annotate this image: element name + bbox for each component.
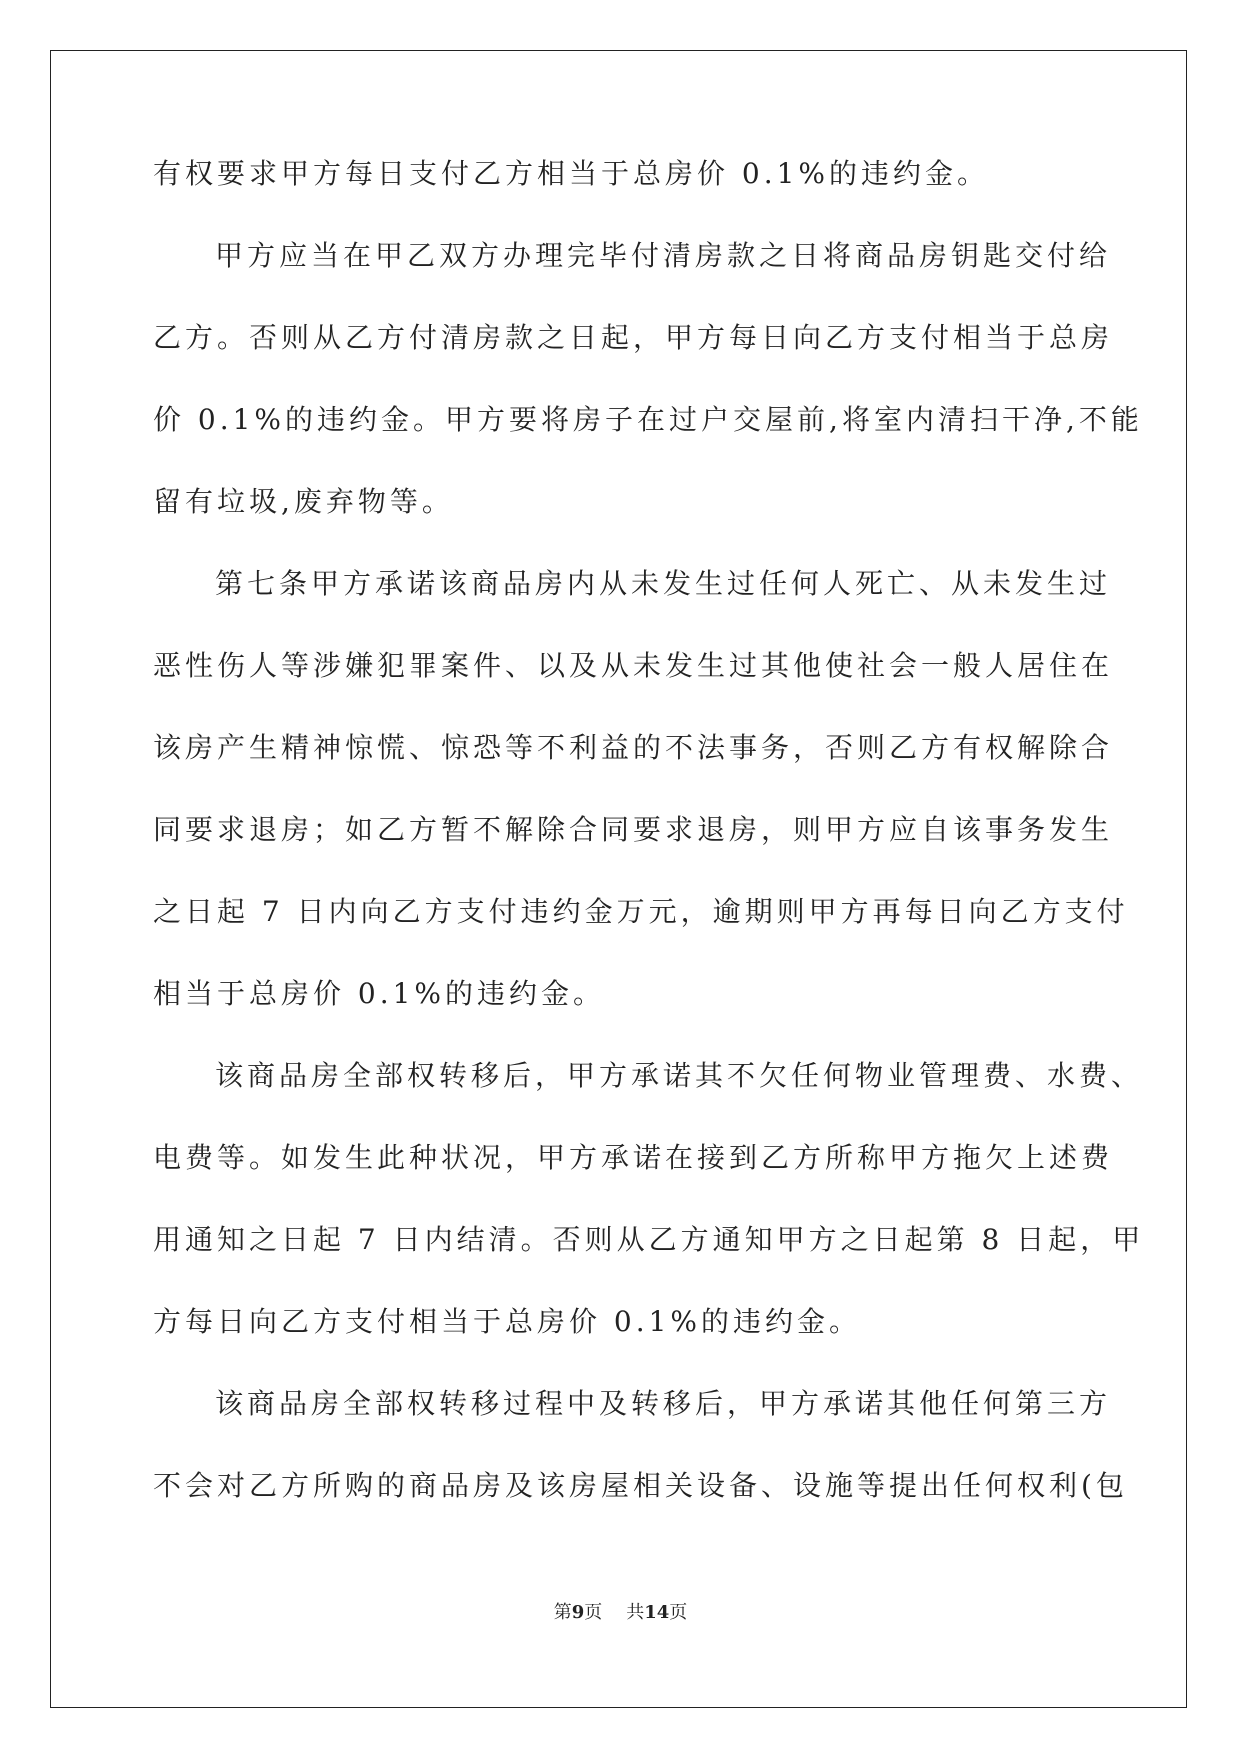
text-line: 价 0.1%的违约金。甲方要将房子在过户交屋前,将室内清扫干净,不能: [153, 403, 1143, 436]
text-line: 乙方。否则从乙方付清房款之日起，甲方每日向乙方支付相当于总房: [153, 321, 1114, 354]
text-line: 电费等。如发生此种状况，甲方承诺在接到乙方所称甲方拖欠上述费: [153, 1141, 1114, 1174]
text-line: 不会对乙方所购的商品房及该房屋相关设备、设施等提出任何权利(包: [153, 1469, 1128, 1502]
text-line: 相当于总房价 0.1%的违约金。: [153, 977, 606, 1010]
text-line: 同要求退房；如乙方暂不解除合同要求退房，则甲方应自该事务发生: [153, 813, 1114, 846]
text-line: 用通知之日起 7 日内结清。否则从乙方通知甲方之日起第 8 日起，甲: [153, 1223, 1145, 1256]
page-number: 9: [571, 1602, 585, 1623]
page-suffix: 页: [584, 1602, 603, 1623]
paragraph-start-line: 第七条甲方承诺该商品房内从未发生过任何人死亡、从未发生过: [215, 567, 1112, 600]
paragraph-start-line: 该商品房全部权转移过程中及转移后，甲方承诺其他任何第三方: [215, 1387, 1112, 1420]
text-line: 方每日向乙方支付相当于总房价 0.1%的违约金。: [153, 1305, 862, 1338]
total-pages: 14: [644, 1602, 670, 1623]
total-suffix: 页: [669, 1602, 688, 1623]
page-prefix: 第: [553, 1602, 572, 1623]
page-footer: [0, 1598, 1241, 1624]
text-line: 之日起 7 日内向乙方支付违约金万元，逾期则甲方再每日向乙方支付: [153, 895, 1129, 928]
text-line: 留有垃圾,废弃物等。: [153, 485, 454, 518]
total-prefix: 共: [626, 1602, 645, 1623]
paragraph-start-line: 甲方应当在甲乙双方办理完毕付清房款之日将商品房钥匙交付给: [215, 239, 1112, 272]
document-body: [153, 150, 1145, 1544]
text-line: 有权要求甲方每日支付乙方相当于总房价 0.1%的违约金。: [153, 157, 990, 190]
text-line: 恶性伤人等涉嫌犯罪案件、以及从未发生过其他使社会一般人居住在: [153, 649, 1114, 682]
text-line: 该房产生精神惊慌、惊恐等不利益的不法事务，否则乙方有权解除合: [153, 731, 1114, 764]
paragraph-start-line: 该商品房全部权转移后，甲方承诺其不欠任何物业管理费、水费、: [215, 1059, 1144, 1092]
